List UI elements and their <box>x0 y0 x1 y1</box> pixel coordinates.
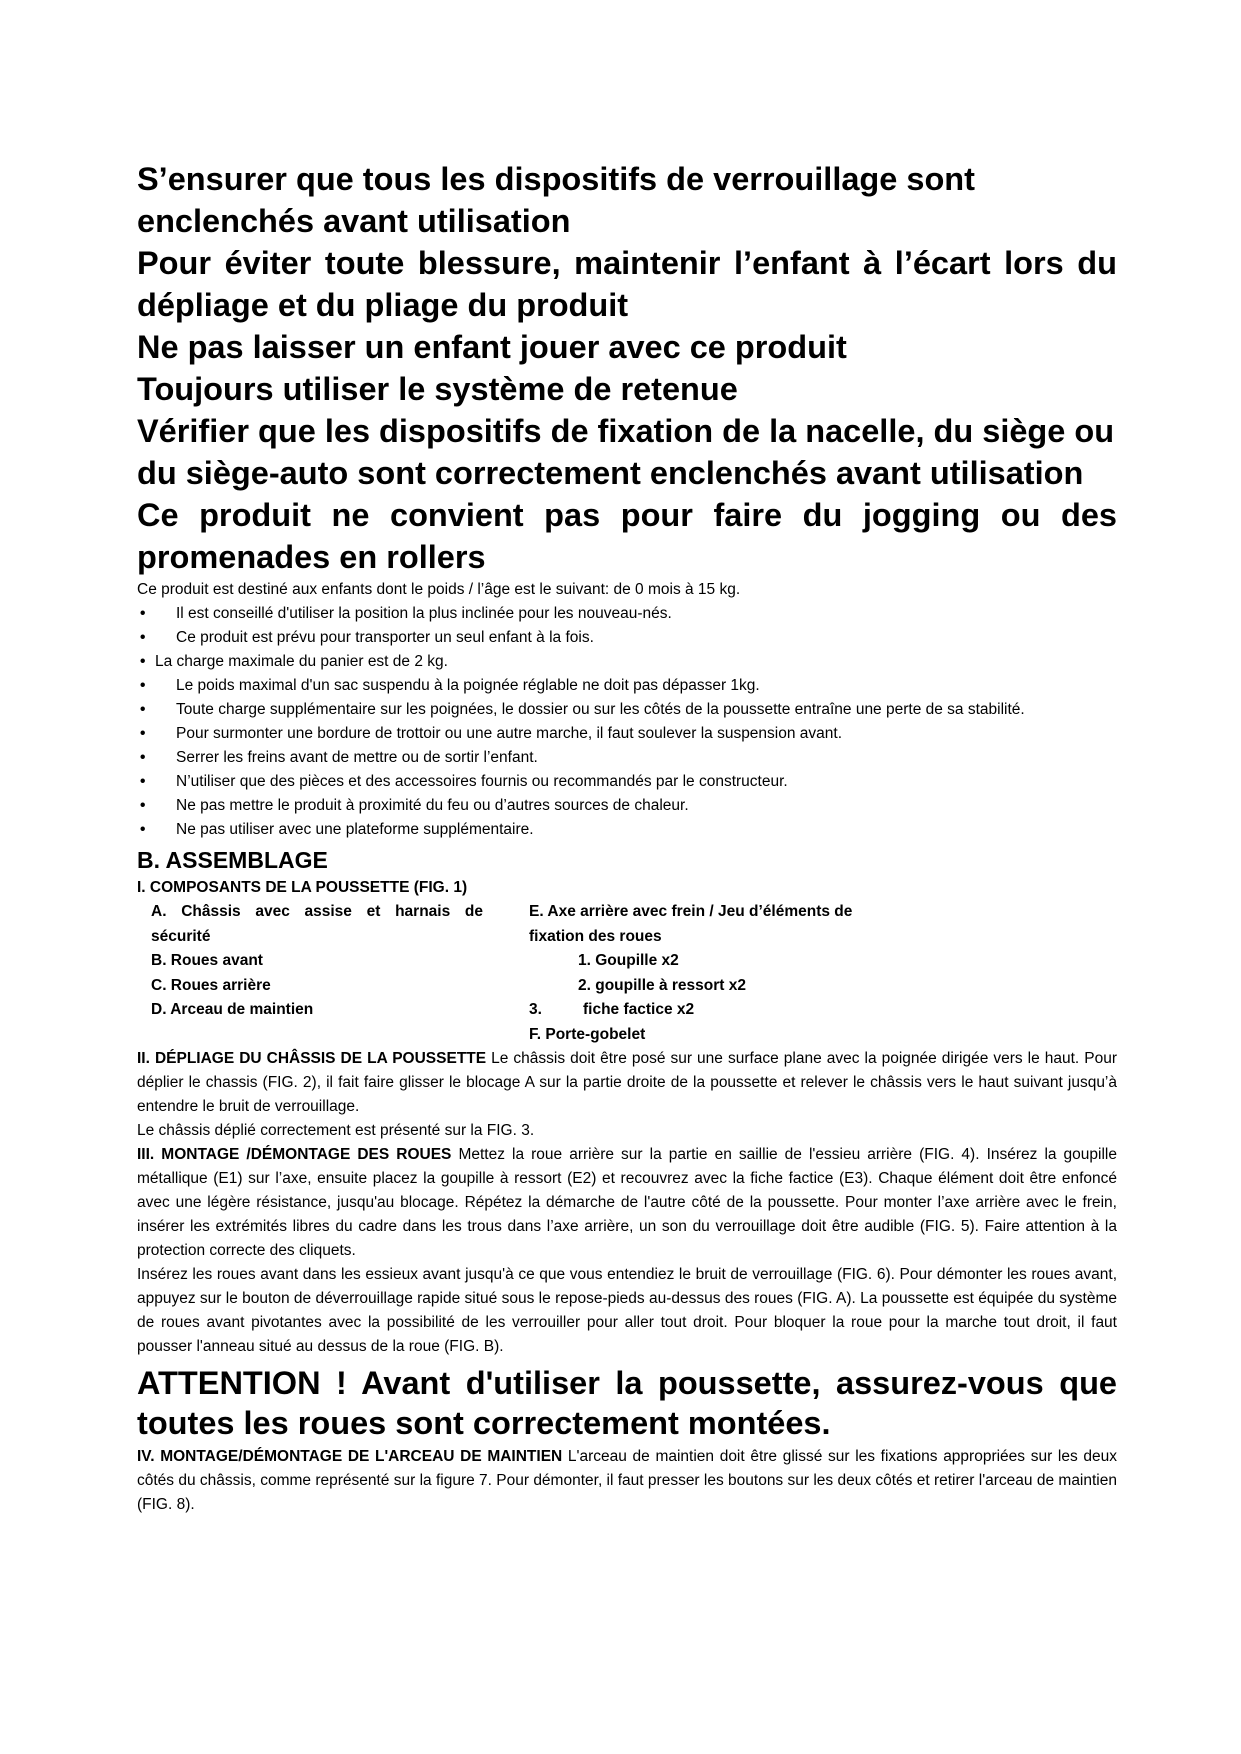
section-heading-assemblage: B. ASSEMBLAGE <box>137 847 328 873</box>
bullet-dot: • <box>140 773 146 790</box>
document-page <box>137 158 1117 1517</box>
components-right-column <box>483 900 889 1047</box>
bullet-item: • Pour surmonter une bordure de trottoir ou une autre marche, il faut soulever la suspension avant. <box>137 722 1117 746</box>
components-left-column <box>137 900 483 1047</box>
bullet-item: • N’utiliser que des pièces et des accessoires fournis ou recommandés par le constructeur. <box>137 770 1117 794</box>
bullet-dot: • <box>140 749 146 766</box>
warning-keep-child-away: Pour éviter toute blessure, maintenir l’enfant à l’écart lors du dépliage et du pliage du produit <box>137 245 1117 323</box>
component-subitem: 1. Goupille x2 <box>578 952 679 969</box>
component-item: C. Roues arrière <box>151 976 271 994</box>
component-subitem: 2. goupille à ressort x2 <box>578 976 746 994</box>
component-item: D. Arceau de maintien <box>151 1001 314 1018</box>
bullet-item: • Ne pas utiliser avec une plateforme supplémentaire. <box>137 818 1117 842</box>
bullet-item: • Toute charge supplémentaire sur les poignées, le dossier ou sur les côtés de la poussette entraîne une perte de sa stabilité. <box>137 698 1117 722</box>
warning-restraint: Toujours utiliser le système de retenue <box>137 371 738 407</box>
section-2-title: II. DÉPLIAGE DU CHÂSSIS DE LA POUSSETTE <box>137 1050 487 1067</box>
safety-bullet-list <box>137 602 1117 842</box>
bullet-item: • Ne pas mettre le produit à proximité du feu ou d’autres sources de chaleur. <box>137 794 1117 818</box>
warning-lock-devices: S’ensurer que tous les dispositifs de verrouillage sont enclenchés avant utilisation <box>137 161 975 239</box>
component-subitem: 3. fiche factice x2 <box>529 1001 695 1018</box>
component-item: F. Porte-gobelet <box>529 1025 646 1043</box>
bullet-dot: • <box>140 725 146 742</box>
bullet-item: • Le poids maximal d'un sac suspendu à la poignée réglable ne doit pas dépasser 1kg. <box>137 674 1117 698</box>
bullet-item: • Il est conseillé d'utiliser la position la plus inclinée pour les nouveau-nés. <box>137 602 1117 626</box>
components-list <box>137 900 1117 1047</box>
bullet-dot: • <box>140 605 146 622</box>
bullet-dot: • <box>140 797 146 814</box>
intro-text: Ce produit est destiné aux enfants dont le poids / l’âge est le suivant: de 0 mois à 15 kg. <box>137 581 741 598</box>
bullet-dot: • <box>140 653 146 670</box>
warning-fixations: Vérifier que les dispositifs de fixation de la nacelle, du siège ou du siège-auto sont correctement enclenchés avant utilisation <box>137 413 1115 491</box>
bullet-item: • La charge maximale du panier est de 2 kg. <box>137 650 1117 674</box>
bullet-dot: • <box>140 677 146 694</box>
section-4-paragraph: IV. MONTAGE/DÉMONTAGE DE L'ARCEAU DE MAINTIEN L'arceau de maintien doit être glissé sur les fixations appropriées sur les deux côtés du châssis, comme représenté sur la figure 7. Pour démonter, il faut presser les boutons sur les deux côtés et retirer l'arceau de maintien (FIG. 8). <box>137 1448 1117 1513</box>
section-2-note: Le châssis déplié correctement est présenté sur la FIG. 3. <box>137 1122 535 1139</box>
bullet-item: • Ce produit est prévu pour transporter un seul enfant à la fois. <box>137 626 1117 650</box>
section-3-paragraph-2: Insérez les roues avant dans les essieux avant jusqu'à ce que vous entendiez le bruit de verrouillage (FIG. 6). Pour démonter les roues avant, appuyez sur le bouton de déverrouillage rapide situé sous le repose-pieds au-dessus des roues (FIG. A). La poussette est équipée du système de roues avant pivotantes avec la possibilité de les verrouiller pour aller tout droit. Pour bloquer la roue pour la marche tout droit, il faut pousser l'anneau situé au dessus de la roue (FIG. B). <box>137 1266 1117 1355</box>
bullet-dot: • <box>140 821 146 838</box>
warning-no-jogging: Ce produit ne convient pas pour faire du jogging ou des promenades en rollers <box>137 497 1117 575</box>
bullet-dot: • <box>140 701 146 718</box>
component-item: B. Roues avant <box>151 952 263 969</box>
bullet-item: • Serrer les freins avant de mettre ou de sortir l’enfant. <box>137 746 1117 770</box>
attention-warning: ATTENTION ! Avant d'utiliser la poussette, assurez-vous que toutes les roues sont correctement montées. <box>137 1365 1117 1441</box>
bullet-dot: • <box>140 629 146 646</box>
section-3-title: III. MONTAGE /DÉMONTAGE DES ROUES <box>137 1146 452 1163</box>
component-item: E. Axe arrière avec frein / Jeu d’éléments de fixation des roues <box>529 903 853 945</box>
section-3-paragraph: III. MONTAGE /DÉMONTAGE DES ROUES Mettez la roue arrière sur la partie en saillie de l'essieu arrière (FIG. 4). Insérez la goupille métallique (E1) sur l’axe, ensuite placez la goupille à ressort (E2) et recouvrez avec la fiche factice (E3). Chaque élément doit être enfoncé avec une légère résistance, jusqu'au blocage. Répétez la démarche de l'autre côté de la poussette. Pour monter l’axe arrière avec le frein, insérer les extrémités libres du cadre dans les trous dans l’axe arrière, un son du verrouillage doit être audible (FIG. 5). Faire attention à la protection correcte des cliquets. <box>137 1146 1117 1259</box>
warning-no-play: Ne pas laisser un enfant jouer avec ce produit <box>137 329 847 365</box>
component-item: A. Châssis avec assise et harnais de sécurité <box>151 903 483 945</box>
section-4-title: IV. MONTAGE/DÉMONTAGE DE L'ARCEAU DE MAINTIEN <box>137 1448 563 1465</box>
components-heading: I. COMPOSANTS DE LA POUSSETTE (FIG. 1) <box>137 879 468 896</box>
section-2-paragraph: II. DÉPLIAGE DU CHÂSSIS DE LA POUSSETTE Le châssis doit être posé sur une surface plane avec la poignée dirigée vers le haut. Pour déplier le chassis (FIG. 2), il fait faire glisser le blocage A sur la partie droite de la poussette et relever le châssis vers le haut suivant jusqu’à entendre le bruit de verrouillage. <box>137 1050 1118 1115</box>
